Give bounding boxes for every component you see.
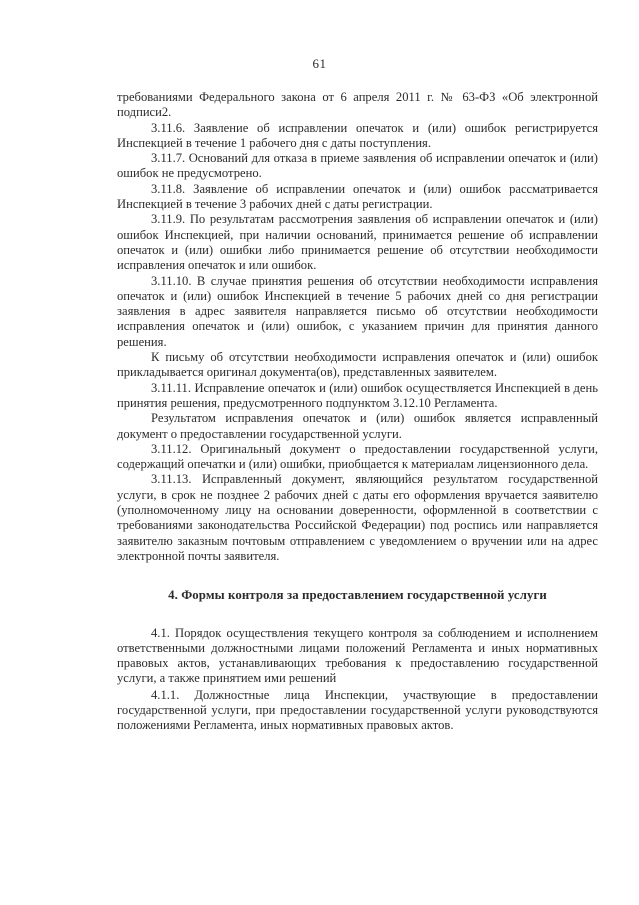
paragraph-4-1: 4.1. Порядок осуществления текущего контроля за соблюдением и исполнением ответственными должностными лицами положений Регламента и иных нормативных правовых актов, устанавливающих требования к предоставлению государственной услуги, а также принятием ими решений bbox=[117, 625, 598, 686]
paragraph-3-11-9: 3.11.9. По результатам рассмотрения заявления об исправлении опечаток и (или) ошибок Инспекцией, при наличии оснований, принимается решение об исправлении опечаток и (или) ошибки либо принимается решение об отсутствии необходимости исправления опечаток и или ошибок. bbox=[117, 212, 598, 273]
paragraph-3-11-7: 3.11.7. Оснований для отказа в приеме заявления об исправлении опечаток и (или) ошибок не предусмотрено. bbox=[117, 151, 598, 181]
paragraph-3-11-11: 3.11.11. Исправление опечаток и (или) ошибок осуществляется Инспекцией в день принятия решения, предусмотренного подпунктом 3.12.10 Регламента. bbox=[117, 380, 598, 410]
paragraph-3-11-12: 3.11.12. Оригинальный документ о предоставлении государственной услуги, содержащий опечатки и (или) ошибки, приобщается к материалам лицензионного дела. bbox=[117, 441, 598, 472]
paragraph-esign-continuation: требованиями Федерального закона от 6 апреля 2011 г. № 63-ФЗ «Об электронной подписи2. bbox=[117, 90, 598, 120]
paragraph-result: Результатом исправления опечаток и (или) ошибок является исправленный документ о предоставлении государственной услуги. bbox=[117, 411, 598, 441]
document-body bbox=[117, 90, 598, 734]
page-number: 61 bbox=[312, 56, 327, 71]
section-heading: 4. Формы контроля за предоставлением государственной услуги bbox=[168, 588, 547, 603]
paragraph-3-11-10: 3.11.10. В случае принятия решения об отсутствии необходимости исправления опечаток и (или) ошибок Инспекцией в течение 5 рабочих дней со дня регистрации заявления в адрес заявителя направляется письмо об отсутствии необходимости исправления опечаток и (или) ошибок, с указанием причин для принятия данного решения. bbox=[117, 273, 598, 349]
paragraph-3-11-13: 3.11.13. Исправленный документ, являющийся результатом государственной услуги, в срок не позднее 2 рабочих дней с даты его оформления вручается заявителю (уполномоченному лицу на основании доверенности, оформленной в соответствии с требованиями законодательства Российской Федерации) под роспись или направляется заявителю заказным почтовым отправлением с уведомлением о вручении или на адрес электронной почты заявителя. bbox=[117, 472, 598, 563]
paragraph-3-11-8: 3.11.8. Заявление об исправлении опечаток и (или) ошибок рассматривается Инспекцией в течение 3 рабочих дней с даты регистрации. bbox=[117, 181, 598, 212]
paragraph-4-1-1: 4.1.1. Должностные лица Инспекции, участвующие в предоставлении государственной услуги, при предоставлении государственной услуги руководствуются положениями Регламента, иных нормативных правовых актов. bbox=[117, 687, 598, 733]
paragraph-3-11-6: 3.11.6. Заявление об исправлении опечаток и (или) ошибок регистрируется Инспекцией в течение 1 рабочего дня с даты поступления. bbox=[117, 120, 598, 150]
paragraph-letter-attachment: К письму об отсутствии необходимости исправления опечаток и (или) ошибок прикладывается оригинал документа(ов), представленных заявителем. bbox=[117, 350, 598, 380]
